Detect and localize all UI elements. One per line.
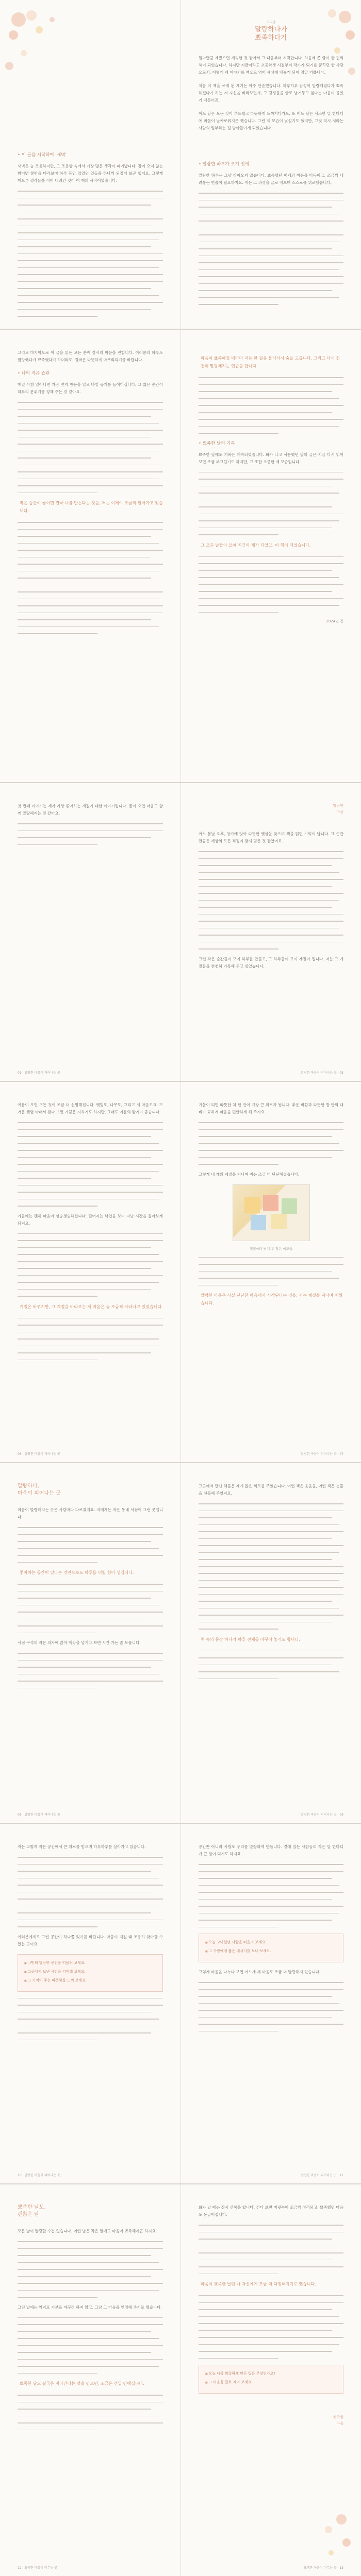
spread1-left-page: [0, 0, 180, 329]
seasons-text-2: [18, 1318, 163, 1361]
winter-quote: 말랑한 마음은 사실 단단한 마음에서 시작된다는 것을, 저는 계절을 지나며 배웠습니다.: [201, 1293, 343, 1306]
spread-chapter1-open: [0, 783, 361, 1082]
intro-left-text-block: [18, 191, 163, 317]
page-footer-right: 말랑한 마음이 피어나는 곳 · 11: [301, 2174, 343, 2177]
bookstore-text-3: [18, 1653, 163, 1688]
reflection-box-right: [199, 1934, 343, 1962]
books-quote: 책 속의 문장 하나가 하루 전체를 바꾸어 놓기도 합니다.: [201, 1637, 300, 1642]
walk-text: [199, 2225, 343, 2274]
spread5-right-page: [180, 1463, 361, 1823]
sharp-record-text: [199, 472, 343, 535]
book-title-line2: 뾰족하다가: [255, 34, 287, 42]
walk-quote: 마음이 뾰족한 날엔 나 자신에게 조금 더 다정해지기로 했습니다.: [201, 2282, 316, 2286]
people-text: [199, 1864, 343, 1927]
walk-paragraph: 화가 날 때는 잠시 산책을 합니다. 걷다 보면 머릿속이 조금씩 정리되고, 뾰족했던 마음도 둥글어집니다.: [199, 2205, 343, 2217]
chapter1-right-paragraph-1: 어느 봄날 오후, 창가에 앉아 따뜻한 햇살을 맞으며 책을 읽던 기억이 납니다. 그 순간만큼은 세상의 모든 걱정이 잠시 멈춘 것 같았어요.: [199, 832, 343, 843]
bookstore-intro: 마음이 말랑해지는 곳은 사람마다 다르겠지요. 저에게는 작은 동네 서점이 그런 곳입니다.: [18, 1507, 163, 1519]
book-title-line1: 말랑하다가: [255, 26, 287, 33]
sharp-days-paragraph-2: 그런 날에는 억지로 기분을 바꾸려 하지 않고, 그냥 그 마음을 인정해 주기로 했습니다.: [18, 2304, 162, 2310]
flower-decoration-icon: [310, 2504, 357, 2561]
page-footer-right: 말랑한 마음이 피어나는 곳 · 09: [301, 1813, 343, 1817]
habit-heading: • 나의 작은 습관: [18, 370, 163, 376]
page-footer-right: 뾰족한 마음이 머무는 곳 · 13: [303, 2566, 343, 2570]
sharp-record-paragraph: 뾰족한 날에도 기록은 계속되었습니다. 화가 나고 서운했던 날의 글은 지금 다시 읽어 보면 조금 부끄럽기도 하지만, 그 또한 소중한 제 모습입니다.: [199, 452, 343, 464]
spread-spaces-people: [0, 1824, 361, 2184]
spread-bookstore: [0, 1463, 361, 1824]
sharp-days-quote: 뾰족한 날도 결국은 지나간다는 것을 믿으면, 조금은 견딜 만해집니다.: [20, 2381, 144, 2386]
chapter1-opening-paragraph: 첫 번째 이야기는 제가 가장 좋아하는 계절에 대한 이야기입니다. 봄이 오면 마음도 함께 말랑해지는 것 같아요.: [18, 804, 163, 816]
chapter1-right-text: [199, 851, 343, 950]
preface-signature: 2024년 봄: [326, 619, 343, 623]
intro-right-paragraph: 말랑한 하루는 그냥 찾아오지 않습니다. 뾰족했던 어제의 마음을 다독이고, 조금씩 내려놓는 연습이 필요하지요. 저는 그 과정을 글로 적으며 스스로를 위로했습니다.: [199, 173, 343, 185]
chapter1-right-paragraph-2: 그런 작은 순간들이 모여 하루를 만들고, 그 하루들이 모여 계절이 됩니다. 저는 그 계절들을 천천히 기록해 두고 싶었습니다.: [199, 956, 343, 969]
books-comfort-text: [199, 1503, 343, 1630]
intro-left-heading: • 이 글을 시작하며 ‘새벽’: [18, 151, 163, 158]
space-text: [18, 1857, 163, 1927]
reflection-box-sharp: [199, 2365, 343, 2394]
reflection-item: ■ 그 기억이 주는 따뜻함을 느껴 보세요.: [24, 1977, 156, 1985]
page-footer-right: 말랑한 마음이 피어나는 곳 · 05: [301, 1071, 343, 1075]
bookstore-text: [18, 1527, 163, 1563]
people-paragraph: 공간뿐 아니라 사람도 우리를 말랑하게 만듭니다. 곁에 있는 사람들의 작은 말 한마디가 큰 힘이 되기도 하지요.: [199, 1844, 343, 1856]
notes-illustration: [233, 1184, 310, 1241]
bookstore-text-2: [18, 1584, 163, 1633]
preface-paragraph-3: 어느 날은 모든 것이 부드럽고 따뜻하게 느껴지다가도, 또 어느 날은 사소한 말 한마디에 마음이 날카로워지곤 했습니다. 그런 제 모습이 낯설기도 했지만, 그것 역시 저라는 사람의 일부라는 걸 받아들이게 되었습니다.: [199, 111, 343, 130]
page-footer-left: 12 · 뾰족한 마음이 머무는 곳: [18, 2566, 58, 2570]
reflection-item: ■ 나만의 말랑한 공간을 떠올려 보세요.: [24, 1960, 156, 1967]
sharp-days-text-2: [18, 2317, 163, 2374]
preface-paragraph-2: 처음 이 책을 쓰게 된 계기는 아주 단순했습니다. 하루하루 감정이 말랑해졌다가 뾰족해졌다가 하는 저 자신을 바라보면서, 그 감정들을 글로 남겨두고 싶다는 마음이 들었기 때문이죠.: [199, 83, 343, 103]
preface-thanks-paragraph: 그리고 마지막으로 이 글을 읽는 모든 분께 감사의 마음을 전합니다. 여러분의 하루도 말랑했다가 뾰족했다가 하더라도, 결국은 따뜻하게 마무리되기를 바랍니다.: [18, 350, 163, 362]
people-text-2: [199, 1982, 343, 2031]
spread4-left-page: [0, 1082, 180, 1462]
sharp-record-text-2: [199, 556, 343, 613]
reflection-item: ■ 그곳에서 보낸 시간을 기억해 보세요.: [24, 1969, 156, 1976]
page-footer-right: 말랑한 마음이 피어나는 곳 · 07: [301, 1452, 343, 1456]
chapter1-text-block: [18, 823, 163, 845]
space-text-2: [18, 1998, 163, 2041]
winter-text-2: [199, 1257, 343, 1286]
books-text-2: [199, 1651, 343, 1680]
sharp-days-text-3: [18, 2395, 163, 2430]
spread2-right-page: [180, 330, 361, 782]
spread-intro: [0, 0, 361, 330]
sharp-text-block: [199, 377, 343, 434]
seasons-conclusion: 그렇게 네 개의 계절을 지나며 저는 조금 더 단단해졌습니다.: [199, 1172, 300, 1177]
space-paragraph-2: 여러분에게도 그런 공간이 하나쯤 있기를 바랍니다. 마음이 지칠 때 조용히 찾아갈 수 있는 곳이요.: [18, 1934, 163, 1946]
summer-paragraph: 여름이 오면 모든 것이 조금 더 선명해집니다. 햇빛도, 나무도, 그리고 제 마음도요. 뜨거운 햇볕 아래서 걷다 보면 가끔은 지치기도 하지만, 그래도 여름의 활기가 좋습니다.: [18, 1103, 163, 1114]
reflection-item: ■ 오늘 나를 뾰족하게 만든 일은 무엇인가요?: [205, 2370, 337, 2378]
sharp-days-paragraph-1: 모든 날이 말랑할 수는 없습니다. 어떤 날은 작은 일에도 마음이 뾰족해지곤 하지요.: [18, 2229, 157, 2233]
chapter-tag: 뾰족한 마음: [333, 2415, 343, 2426]
books-comfort-paragraph: 그곳에서 만난 책들은 제게 많은 위로를 주었습니다. 어떤 책은 웃음을, 어떤 책은 눈물을 선물해 주었지요.: [199, 1484, 343, 1496]
habit-quote: 작은 습관이 쌓이면 결국 나를 만든다는 것을, 저는 이제야 조금씩 알아가고 있습니다.: [20, 501, 163, 513]
preface-paragraph-1: 얼마만큼 재밌으면 계속한 것 같아서 그 다음부터 시작합니다. 처음에 쓴 글이 한 권의 책이 되었습니다. 하지만 지금이라도 초등학생 시절부터 작가가 되기를 꿈꾸던 한 사람으로서, 이렇게 제 이야기를 책으로 엮어 세상에 내놓게 되어 정말 기쁩니다.: [199, 56, 343, 75]
chapter-title: 말랑하다, 마음이 피어나는 곳: [18, 1483, 61, 1496]
sticky-notes-icon: [240, 1192, 302, 1233]
spread4-right-page: [180, 1082, 361, 1462]
habit-text-block-2: [18, 522, 163, 634]
spread3-right-page: [180, 783, 361, 1081]
seasons-quote: 계절은 바뀌지만, 그 계절을 바라보는 제 마음은 늘 조금씩 자라나고 있었습니다.: [20, 1304, 163, 1309]
habit-paragraph: 매일 아침 일어나면 가장 먼저 창문을 열고 바깥 공기를 들이마십니다. 그 짧은 순간이 하루의 분위기를 정해 주는 것 같아요.: [18, 382, 163, 394]
reflection-item: ■ 그 마음을 글로 적어 보세요.: [205, 2379, 337, 2386]
spread7-right-page: [180, 2184, 361, 2576]
page-footer-left: 10 · 말랑한 마음이 피어나는 곳: [18, 2174, 60, 2177]
chapter-title: 뾰족한 날도, 괜찮은 날: [18, 2205, 46, 2217]
sharp-intro-quote: 마음이 뾰족해질 때마다 저는 한 걸음 물러서서 숨을 고릅니다. 그리고 다시 천천히 말랑해지는 연습을 합니다.: [201, 356, 340, 368]
people-paragraph-2: 그렇게 마음을 나누다 보면 어느새 제 마음도 조금 더 말랑해져 있습니다.: [199, 1970, 321, 1974]
habit-text-block: [18, 402, 163, 493]
page-footer-left: 01 · 말랑한 마음이 피어나는 곳: [18, 1071, 60, 1075]
spread-seasons: [0, 1082, 361, 1463]
summer-text: [18, 1122, 163, 1207]
illustration-caption: 계절마다 남겨 둔 작은 메모들: [249, 1246, 293, 1251]
spread6-left-page: [0, 1824, 180, 2183]
intro-right-text-block: [199, 193, 343, 305]
spread-preface-end: [0, 330, 361, 783]
intro-right-heading: • 말랑한 하루가 오기 전에: [199, 161, 343, 167]
winter-paragraph: 겨울이 되면 따뜻한 차 한 잔이 가장 큰 위로가 됩니다. 추운 바깥과 따뜻한 방 안의 대비가 묘하게 마음을 편안하게 해 주지요.: [199, 1103, 343, 1114]
spread7-left-page: [0, 2184, 180, 2576]
walk-text-2: [199, 2295, 343, 2359]
preface-eyebrow: 머리말: [266, 21, 276, 24]
spread1-right-page: [180, 0, 361, 329]
winter-text: [199, 1122, 343, 1165]
page-footer-left: 06 · 말랑한 마음이 피어나는 곳: [18, 1452, 60, 1456]
spread6-right-page: [180, 1824, 361, 2183]
space-paragraph-1: 저는 그렇게 작은 공간에서 큰 위로를 받으며 하루하루를 살아가고 있습니다.: [18, 1844, 146, 1849]
autumn-paragraph: 가을에는 괜히 마음이 싱숭생숭해집니다. 떨어지는 낙엽을 보며 지난 시간을 돌아보게 되지요.: [18, 1213, 163, 1226]
reflection-box-left: [18, 1954, 163, 1992]
sharp-days-text: [18, 2241, 163, 2298]
reflection-item: ■ 오늘 고마웠던 사람을 떠올려 보세요.: [205, 1939, 337, 1946]
intro-left-paragraph: 새벽은 늘 조용하지만, 그 조용함 속에서 가장 많은 생각이 피어납니다. 잠이 오지 않는 밤이면 창밖을 바라보며 하루 동안 있었던 일들을 하나씩 되짚어 보곤 했어요. 그렇게 떠오른 생각들을 적어 내려간 것이 이 책의 시작이었습니다.: [18, 164, 163, 183]
spread3-left-page: [0, 783, 180, 1081]
chapter-tag: 말랑한 마음: [333, 804, 343, 814]
page-footer-left: 08 · 말랑한 마음이 피어나는 곳: [18, 1813, 60, 1817]
sharp-record-quote: 그 모든 날들이 모여 지금의 제가 되었고, 이 책이 되었습니다.: [201, 543, 311, 548]
spread-sharp-days: [0, 2184, 361, 2576]
spread2-left-page: [0, 330, 180, 782]
bookstore-paragraph-2: 서점 구석의 작은 의자에 앉아 책장을 넘기다 보면 시간 가는 줄 모릅니다.: [18, 1640, 141, 1645]
sharp-record-heading: • 뾰족한 날의 기록: [199, 440, 343, 446]
reflection-item: ■ 그 사람에게 짧은 메시지를 보내 보세요.: [205, 1948, 337, 1955]
bookstore-quote: 좋아하는 공간이 있다는 것만으로도 하루를 버틸 힘이 생깁니다.: [20, 1570, 134, 1575]
spread5-left-page: [0, 1463, 180, 1823]
autumn-text: [18, 1233, 163, 1297]
